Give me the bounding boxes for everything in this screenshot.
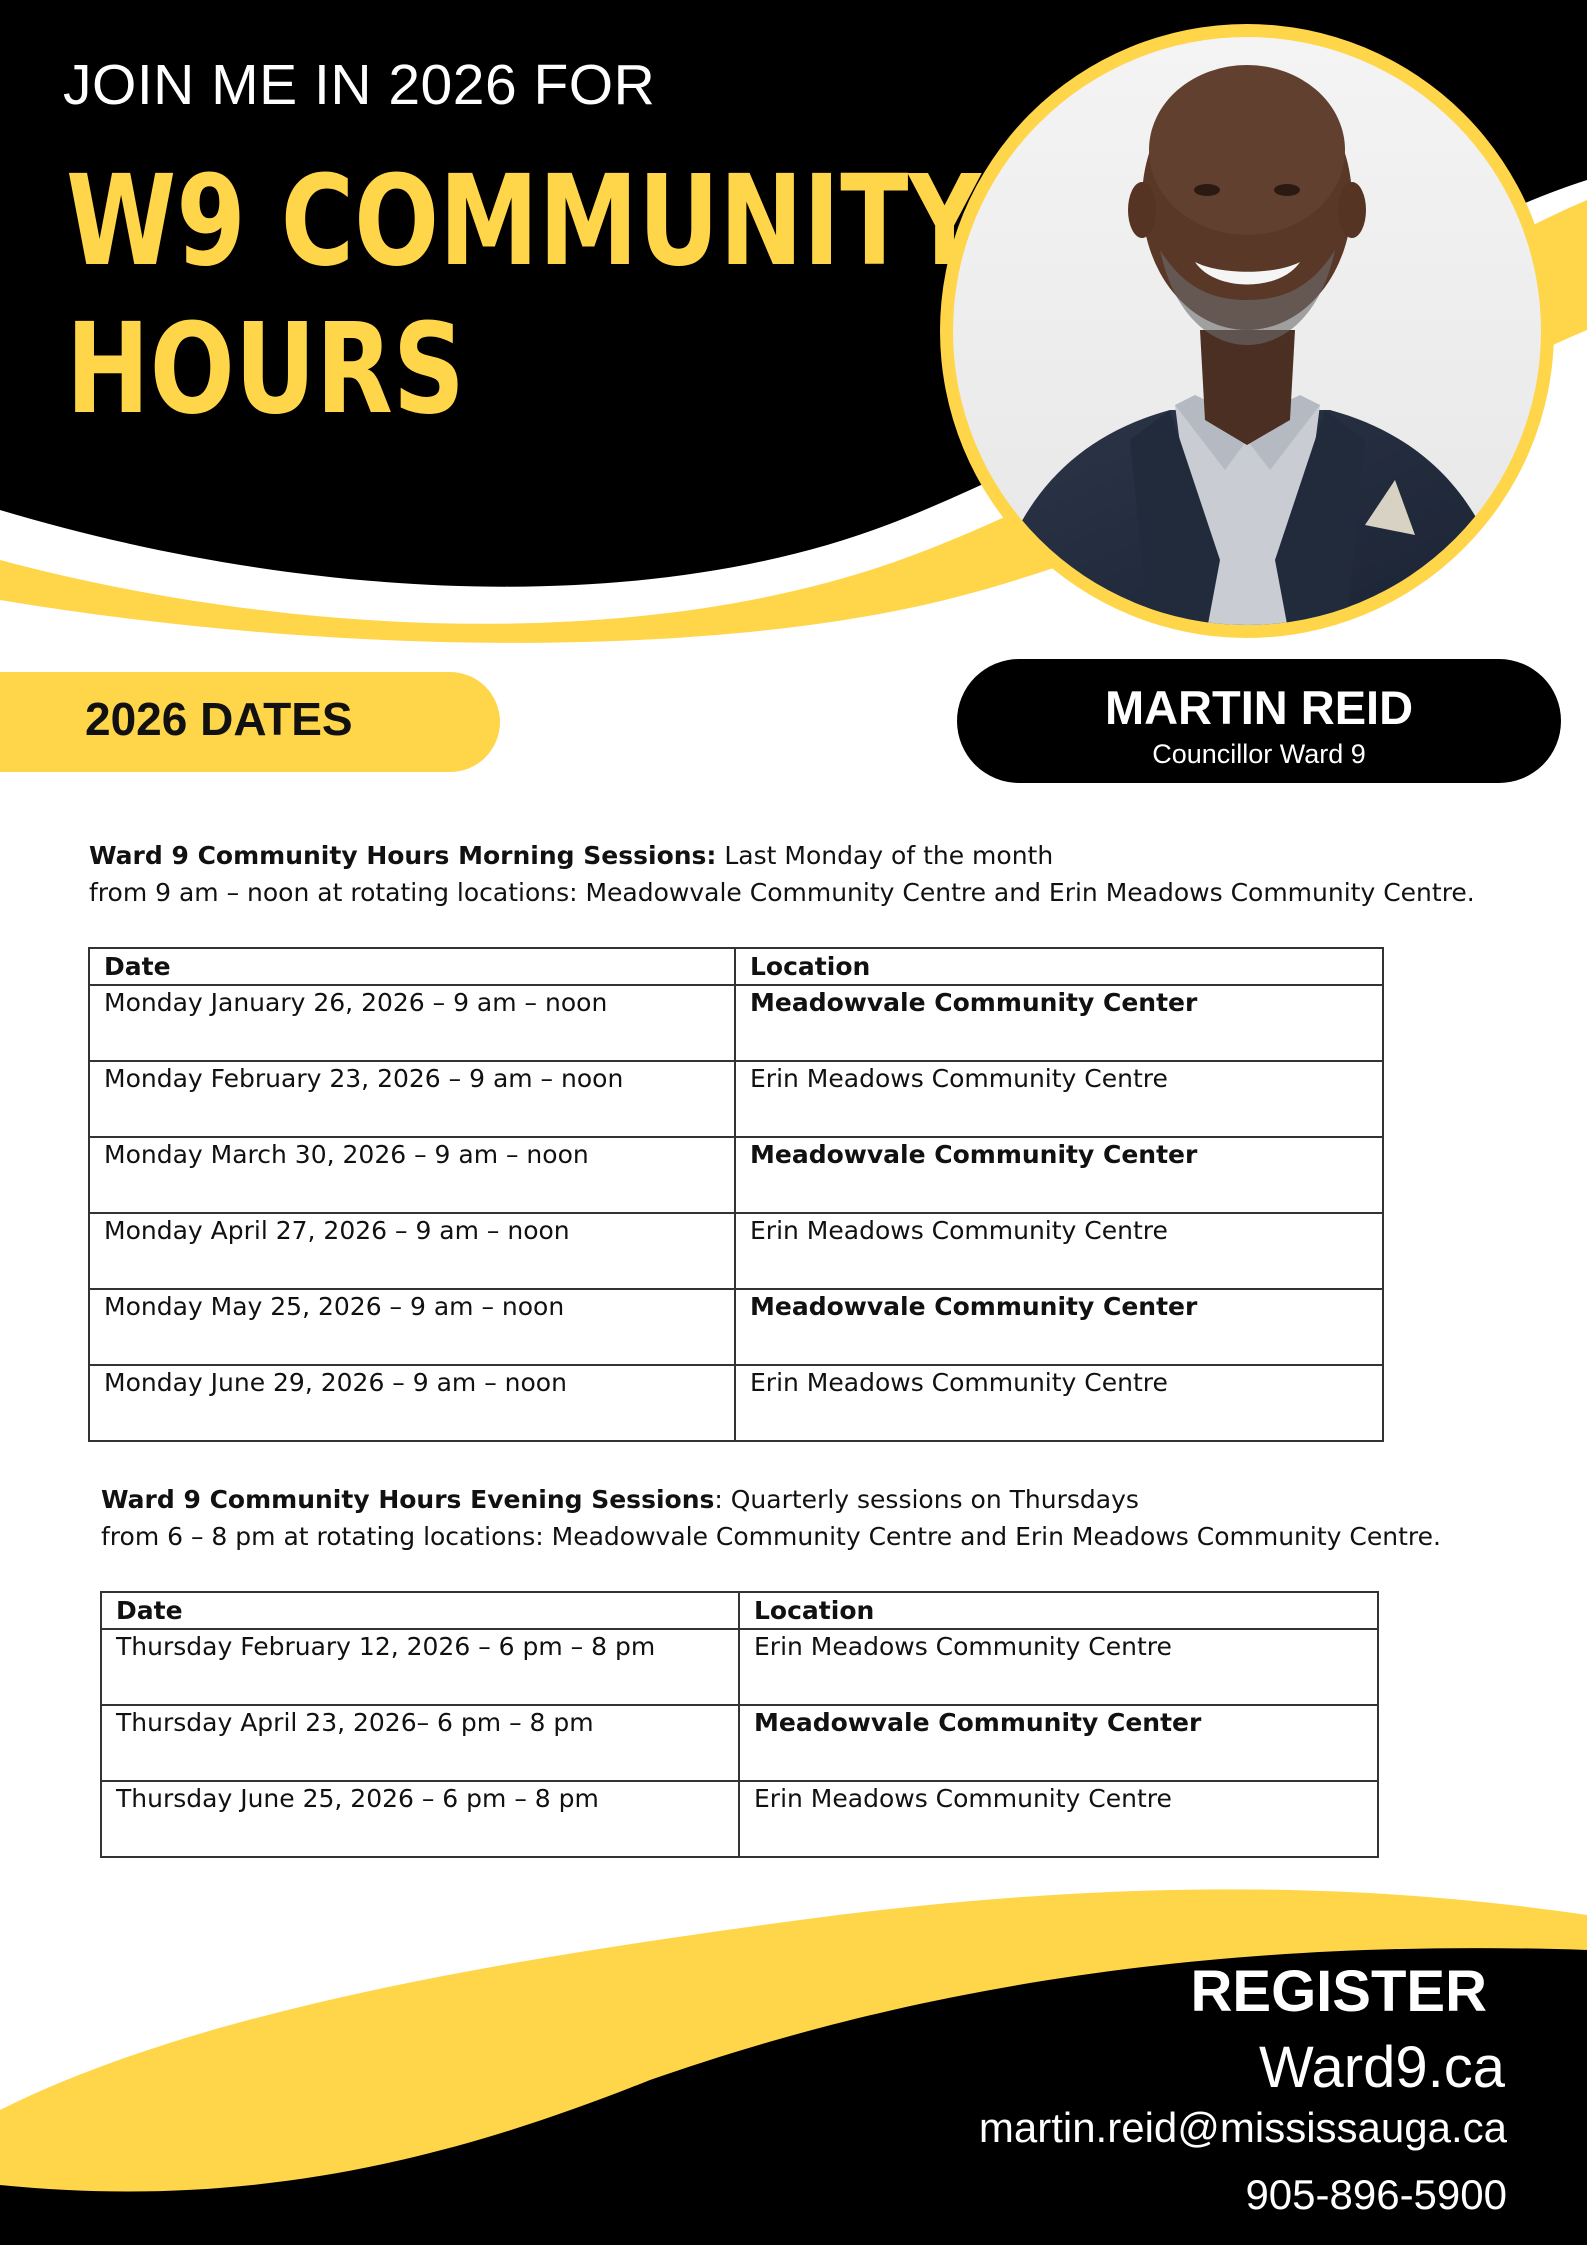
website-link[interactable]: Ward9.ca	[1258, 2035, 1505, 2100]
morning-col-location: Location	[735, 948, 1383, 985]
morning-row-location: Meadowvale Community Center	[735, 1289, 1383, 1365]
evening-text-1: : Quarterly sessions on Thursdays	[714, 1485, 1139, 1514]
morning-table-row	[89, 1289, 1383, 1365]
morning-row-date: Monday June 29, 2026 – 9 am – noon	[89, 1365, 735, 1441]
email-link[interactable]: martin.reid@mississauga.ca	[978, 2104, 1507, 2151]
morning-row-date: Monday January 26, 2026 – 9 am – noon	[89, 985, 735, 1061]
morning-table-header	[89, 948, 1383, 985]
evening-line-2: from 6 – 8 pm at rotating locations: Meadowvale Community Centre and Erin Meadows Community Centre.	[101, 1522, 1441, 1551]
morning-row-location: Erin Meadows Community Centre	[735, 1061, 1383, 1137]
councillor-name: MARTIN REID	[1104, 681, 1414, 734]
register-heading: REGISTER	[1190, 1959, 1487, 2024]
evening-line-1	[101, 1481, 1441, 1518]
morning-table-row	[89, 1137, 1383, 1213]
morning-table-row	[89, 1061, 1383, 1137]
evening-row-date: Thursday April 23, 2026– 6 pm – 8 pm	[101, 1705, 739, 1781]
evening-table-row	[101, 1781, 1378, 1857]
header-intro: JOIN ME IN 2026 FOR	[63, 53, 656, 117]
evening-heading: Ward 9 Community Hours Evening Sessions	[101, 1485, 715, 1514]
evening-table-row	[101, 1705, 1378, 1781]
evening-table-header	[101, 1592, 1378, 1629]
headline-line-1: W9 COMMUNITY	[66, 149, 981, 294]
evening-col-location: Location	[739, 1592, 1378, 1629]
morning-heading: Ward 9 Community Hours Morning Sessions:	[89, 841, 717, 870]
morning-row-location: Erin Meadows Community Centre	[735, 1365, 1383, 1441]
evening-row-location: Erin Meadows Community Centre	[739, 1629, 1378, 1705]
morning-row-date: Monday March 30, 2026 – 9 am – noon	[89, 1137, 735, 1213]
morning-row-location: Meadowvale Community Center	[735, 985, 1383, 1061]
morning-col-date: Date	[89, 948, 735, 985]
morning-row-date: Monday February 23, 2026 – 9 am – noon	[89, 1061, 735, 1137]
morning-row-location: Meadowvale Community Center	[735, 1137, 1383, 1213]
evening-row-date: Thursday February 12, 2026 – 6 pm – 8 pm	[101, 1629, 739, 1705]
morning-table-row	[89, 1365, 1383, 1441]
morning-table-row	[89, 985, 1383, 1061]
evening-table-row	[101, 1629, 1378, 1705]
morning-text-1: Last Monday of the month	[716, 841, 1054, 870]
morning-line-2: from 9 am – noon at rotating locations: Meadowvale Community Centre and Erin Meadows Community Centre.	[89, 878, 1475, 907]
evening-row-location: Erin Meadows Community Centre	[739, 1781, 1378, 1857]
headline-line-2: HOURS	[66, 297, 465, 442]
header-headline	[66, 148, 981, 444]
phone-number[interactable]: 905-896-5900	[1245, 2171, 1507, 2218]
councillor-title: Councillor Ward 9	[1152, 739, 1366, 769]
morning-row-date: Monday May 25, 2026 – 9 am – noon	[89, 1289, 735, 1365]
dates-label: 2026 DATES	[85, 693, 353, 745]
morning-row-location: Erin Meadows Community Centre	[735, 1213, 1383, 1289]
evening-description	[101, 1481, 1441, 1555]
evening-row-date: Thursday June 25, 2026 – 6 pm – 8 pm	[101, 1781, 739, 1857]
evening-schedule-table	[100, 1591, 1379, 1858]
councillor-badge	[957, 659, 1561, 783]
morning-table-row	[89, 1213, 1383, 1289]
morning-description	[89, 837, 1475, 911]
evening-row-location: Meadowvale Community Center	[739, 1705, 1378, 1781]
morning-schedule-table	[88, 947, 1384, 1442]
morning-line-1	[89, 837, 1475, 874]
morning-row-date: Monday April 27, 2026 – 9 am – noon	[89, 1213, 735, 1289]
evening-col-date: Date	[101, 1592, 739, 1629]
